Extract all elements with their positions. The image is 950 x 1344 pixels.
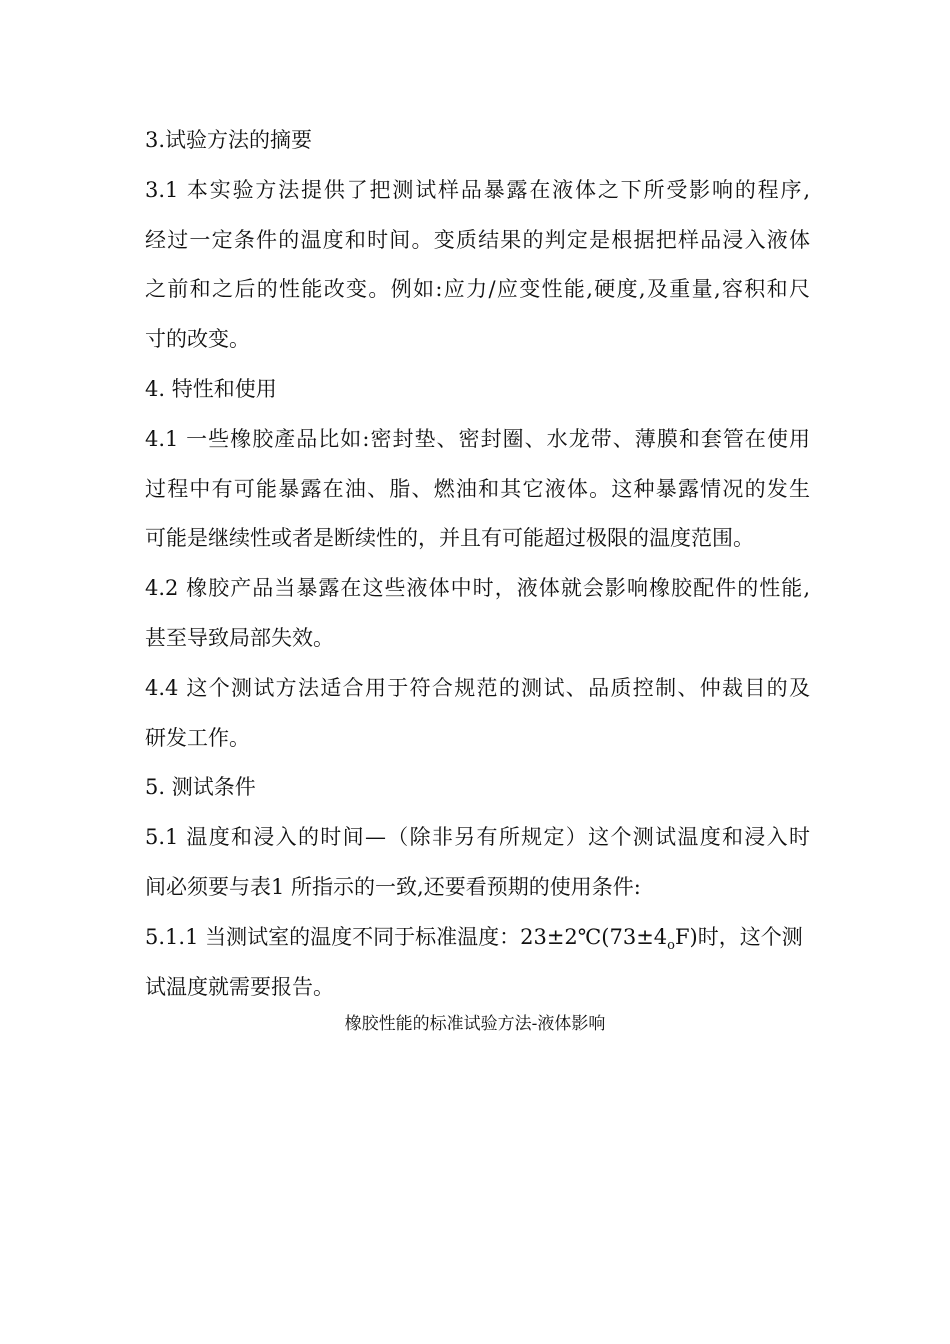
heading-section-4: 4. 特性和使用 xyxy=(145,376,277,401)
temperature-text-end: F)时，这个测 xyxy=(674,924,803,949)
paragraph-4-1-line-3: 可能是继续性或者是断续性的，并且有可能超过极限的温度范围。 xyxy=(145,526,754,551)
page-footer: 橡胶性能的标准试验方法-液体影响 xyxy=(344,1014,606,1034)
heading-section-5: 5. 测试条件 xyxy=(145,775,256,800)
heading-section-3: 3.试验方法的摘要 xyxy=(145,128,313,152)
paragraph-5-1-line-2: 间必须要与表1 所指示的一致,还要看预期的使用条件: xyxy=(145,874,641,899)
paragraph-4-4-line-1: 4.4 这个测试方法适合用于符合规范的测试、品质控制、仲裁目的及 xyxy=(145,675,810,700)
paragraph-5-1-1-line-2: 试温度就需要报告。 xyxy=(145,974,334,999)
document-body xyxy=(145,116,810,1012)
paragraph-3-1-line-1: 3.1 本实验方法提供了把测试样品暴露在液体之下所受影响的程序, xyxy=(145,177,810,202)
paragraph-4-1-line-2: 过程中有可能暴露在油、脂、燃油和其它液体。这种暴露情况的发生 xyxy=(145,476,810,501)
paragraph-5-1-line-1: 5.1 温度和浸入的时间—（除非另有所规定）这个测试温度和浸入时 xyxy=(145,825,810,850)
paragraph-4-4-line-2: 研发工作。 xyxy=(145,725,250,750)
temperature-text: 5.1.1 当测试室的温度不同于标准温度：23±2℃(73±4 xyxy=(145,924,668,949)
paragraph-4-2-line-1: 4.2 橡胶产品当暴露在这些液体中时，液体就会影响橡胶配件的性能, xyxy=(145,576,810,601)
paragraph-4-1-line-1: 4.1 一些橡胶產品比如:密封垫、密封圈、水龙带、薄膜和套管在使用 xyxy=(145,426,810,451)
paragraph-4-2-line-2: 甚至导致局部失效。 xyxy=(145,625,334,650)
paragraph-3-1-line-3: 之前和之后的性能改变。例如:应力/应变性能,硬度,及重量,容积和尺 xyxy=(145,277,810,302)
paragraph-3-1-line-4: 寸的改变。 xyxy=(145,327,250,352)
degree-subscript: o xyxy=(667,937,675,953)
paragraph-5-1-1-line-1 xyxy=(145,913,810,963)
paragraph-3-1-line-2: 经过一定条件的温度和时间。变质结果的判定是根据把样品浸入液体 xyxy=(145,227,810,252)
